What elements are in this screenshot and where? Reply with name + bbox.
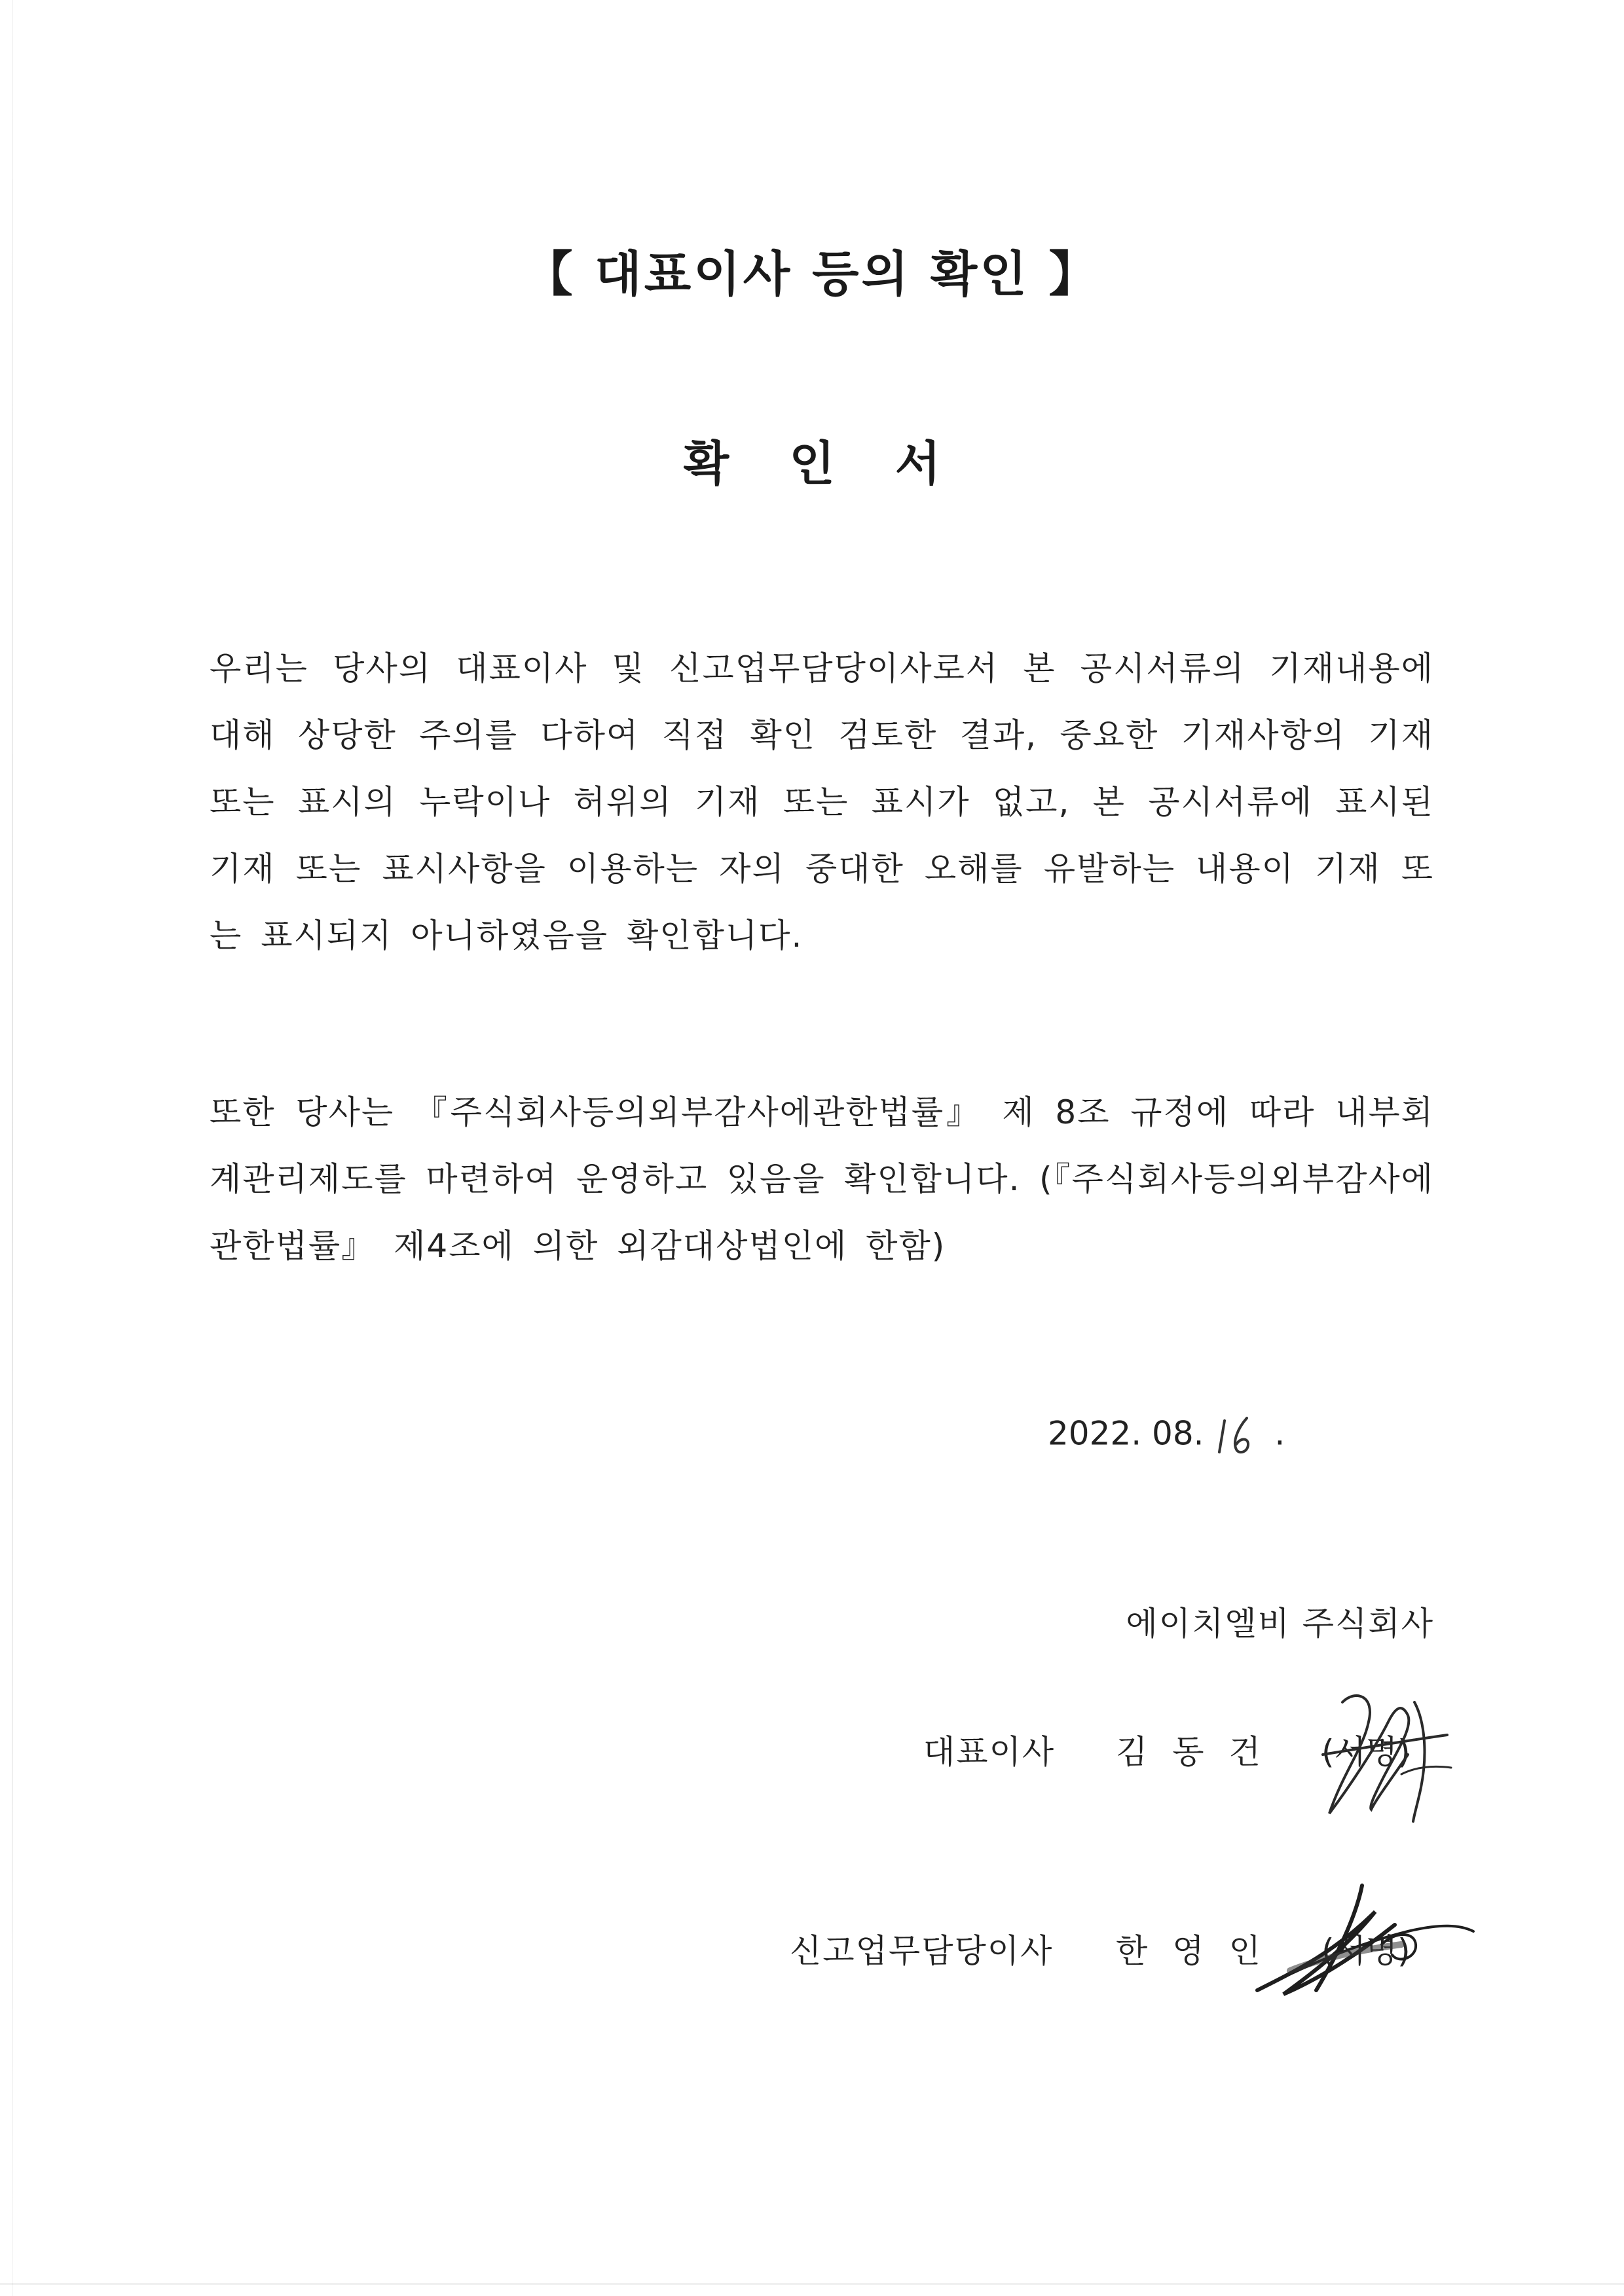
- signatory-ceo: [0, 1726, 1624, 1791]
- date-prefix: 2022. 08.: [1048, 1414, 1204, 1453]
- document-title-char: 서: [895, 436, 941, 491]
- handwritten-day: [1215, 1413, 1261, 1459]
- section-title: 【 대표이사 등의 확인 】: [524, 246, 1100, 302]
- document-title: [0, 426, 1624, 494]
- signatory-reporting-officer: [0, 1925, 1624, 1990]
- signature-note: (서명): [1321, 1932, 1411, 1970]
- internal-control-paragraph: 또한 당사는 『주식회사등의외부감사에관한법률』 제 8조 규정에 따라 내부회계관리제도를 마련하여 운영하고 있음을 확인합니다. (『주식회사등의외부감사에관한법률』 제4조에 의한 외감대상법인에 한함): [210, 1093, 1434, 1265]
- signatory-role: 대표이사: [923, 1733, 1056, 1771]
- signatory-role: 신고업무담당이사: [790, 1932, 1054, 1970]
- document-date: [1048, 1413, 1441, 1472]
- document-title-char: 인: [789, 436, 835, 491]
- signatory-name: 김동건: [1116, 1733, 1285, 1771]
- signatory-name: 한영인: [1116, 1932, 1285, 1970]
- confirmation-paragraph: 우리는 당사의 대표이사 및 신고업무담당이사로서 본 공시서류의 기재내용에 대해 상당한 주의를 다하여 직접 확인 검토한 결과, 중요한 기재사항의 기재 또는 표시의 누락이나 허위의 기재 또는 표시가 없고, 본 공시서류에 표시된 기재 또는 표시사항을 이용하는 자의 중대한 오해를 유발하는 내용이 기재 또는 표시되지 아니하였음을 확인합니다.: [210, 649, 1434, 955]
- company-name: 에이치엘비 주식회사: [1126, 1605, 1434, 1643]
- document-title-char: 확: [683, 436, 729, 491]
- scan-edge-shadow-bottom: [0, 2283, 1624, 2285]
- date-suffix: .: [1274, 1414, 1285, 1453]
- signature-note: (서명): [1321, 1733, 1411, 1771]
